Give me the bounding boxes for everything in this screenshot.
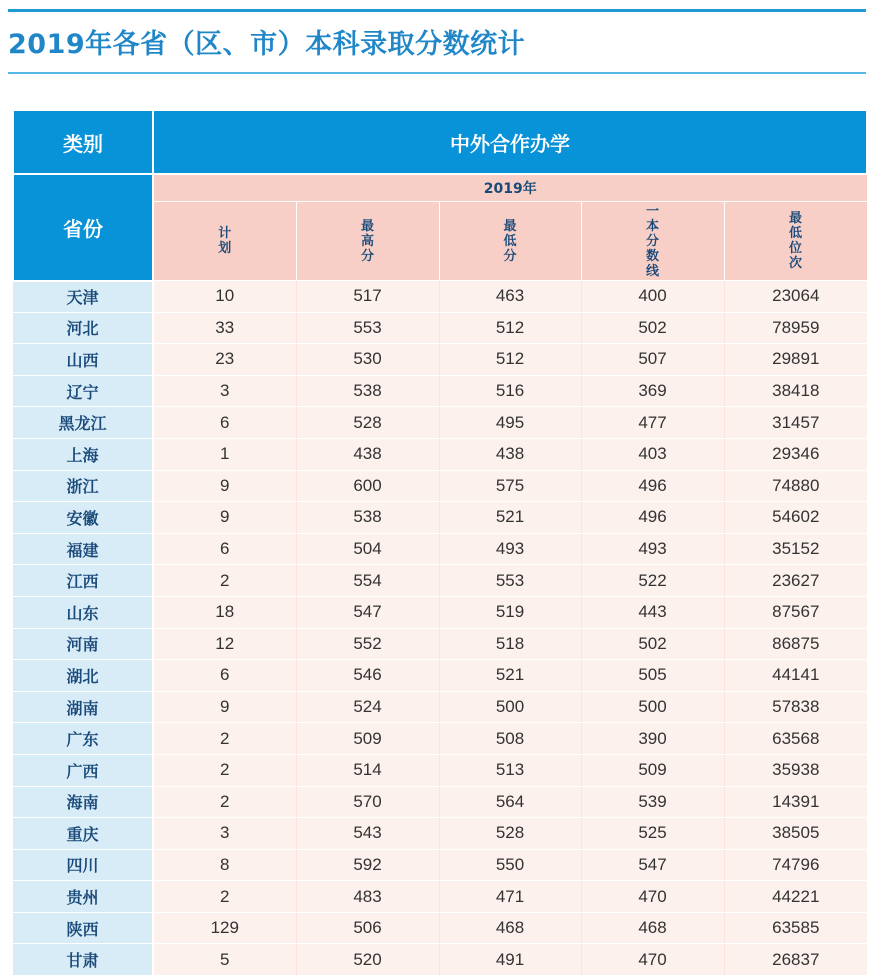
table-row xyxy=(13,881,867,913)
max-score-cell: 438 xyxy=(296,438,439,470)
min-rank-cell: 44221 xyxy=(724,881,867,913)
min-score-cell: 495 xyxy=(439,407,581,439)
first-tier-line-cell: 390 xyxy=(581,723,724,755)
min-rank-cell: 23064 xyxy=(724,281,867,313)
province-cell: 海南 xyxy=(13,786,153,818)
province-cell: 贵州 xyxy=(13,881,153,913)
min-score-cell: 521 xyxy=(439,502,581,534)
min-rank-cell: 14391 xyxy=(724,786,867,818)
min-rank-cell: 63568 xyxy=(724,723,867,755)
max-score-cell: 552 xyxy=(296,628,439,660)
province-cell: 陕西 xyxy=(13,912,153,944)
min-rank-cell: 38505 xyxy=(724,818,867,850)
table-row xyxy=(13,312,867,344)
min-score-cell: 518 xyxy=(439,628,581,660)
min-score-cell: 438 xyxy=(439,438,581,470)
min-score-cell: 468 xyxy=(439,912,581,944)
table-row xyxy=(13,596,867,628)
min-score-cell: 500 xyxy=(439,691,581,723)
first-tier-line-cell: 493 xyxy=(581,533,724,565)
first-tier-line-cell: 470 xyxy=(581,881,724,913)
min-score-cell: 512 xyxy=(439,344,581,376)
column-header-label: 最低分 xyxy=(503,218,517,264)
min-rank-cell: 54602 xyxy=(724,502,867,534)
min-rank-cell: 44141 xyxy=(724,660,867,692)
top-divider xyxy=(8,9,866,12)
province-cell: 广东 xyxy=(13,723,153,755)
max-score-cell: 553 xyxy=(296,312,439,344)
first-tier-line-cell: 507 xyxy=(581,344,724,376)
max-score-cell: 517 xyxy=(296,281,439,313)
min-rank-cell: 74796 xyxy=(724,849,867,881)
first-tier-line-cell: 400 xyxy=(581,281,724,313)
table-row xyxy=(13,533,867,565)
max-score-cell: 524 xyxy=(296,691,439,723)
column-header-label: 最高分 xyxy=(360,218,374,264)
min-rank-cell: 29346 xyxy=(724,438,867,470)
province-cell: 安徽 xyxy=(13,502,153,534)
first-tier-line-cell: 525 xyxy=(581,818,724,850)
province-cell: 广西 xyxy=(13,754,153,786)
min-rank-column-header xyxy=(724,202,867,281)
province-cell: 河北 xyxy=(13,312,153,344)
province-cell: 黑龙江 xyxy=(13,407,153,439)
table-row xyxy=(13,565,867,597)
plan-cell: 9 xyxy=(153,470,296,502)
min-score-cell: 493 xyxy=(439,533,581,565)
table-row xyxy=(13,281,867,313)
max-score-cell: 592 xyxy=(296,849,439,881)
max-score-cell: 520 xyxy=(296,944,439,976)
min-rank-cell: 26837 xyxy=(724,944,867,976)
max-score-cell: 547 xyxy=(296,596,439,628)
first-tier-line-column-header xyxy=(581,202,724,281)
province-cell: 甘肃 xyxy=(13,944,153,976)
max-score-cell: 504 xyxy=(296,533,439,565)
min-score-cell: 516 xyxy=(439,375,581,407)
plan-cell: 129 xyxy=(153,912,296,944)
province-cell: 福建 xyxy=(13,533,153,565)
title-underline xyxy=(8,72,866,74)
table-row xyxy=(13,818,867,850)
table-row xyxy=(13,628,867,660)
province-cell: 湖南 xyxy=(13,691,153,723)
min-rank-cell: 63585 xyxy=(724,912,867,944)
min-rank-cell: 35938 xyxy=(724,754,867,786)
table-row xyxy=(13,438,867,470)
first-tier-line-cell: 496 xyxy=(581,470,724,502)
min-score-cell: 528 xyxy=(439,818,581,850)
column-header-label: 最低位次 xyxy=(789,211,803,271)
max-score-cell: 538 xyxy=(296,502,439,534)
max-score-cell: 530 xyxy=(296,344,439,376)
table-row xyxy=(13,344,867,376)
min-score-cell: 564 xyxy=(439,786,581,818)
plan-cell: 2 xyxy=(153,723,296,755)
max-score-cell: 600 xyxy=(296,470,439,502)
province-cell: 湖北 xyxy=(13,660,153,692)
plan-column-header xyxy=(153,202,296,281)
table-row xyxy=(13,723,867,755)
max-score-cell: 546 xyxy=(296,660,439,692)
max-score-cell: 528 xyxy=(296,407,439,439)
plan-cell: 9 xyxy=(153,502,296,534)
min-rank-cell: 57838 xyxy=(724,691,867,723)
province-cell: 河南 xyxy=(13,628,153,660)
first-tier-line-cell: 500 xyxy=(581,691,724,723)
table-row xyxy=(13,786,867,818)
table-row xyxy=(13,470,867,502)
plan-cell: 2 xyxy=(153,881,296,913)
table-row xyxy=(13,754,867,786)
first-tier-line-cell: 547 xyxy=(581,849,724,881)
min-score-cell: 513 xyxy=(439,754,581,786)
table-row xyxy=(13,849,867,881)
province-header: 省份 xyxy=(13,174,153,281)
min-score-cell: 463 xyxy=(439,281,581,313)
province-cell: 上海 xyxy=(13,438,153,470)
plan-cell: 6 xyxy=(153,533,296,565)
first-tier-line-cell: 502 xyxy=(581,312,724,344)
first-tier-line-cell: 403 xyxy=(581,438,724,470)
province-cell: 重庆 xyxy=(13,818,153,850)
max-score-cell: 514 xyxy=(296,754,439,786)
plan-cell: 2 xyxy=(153,565,296,597)
plan-cell: 10 xyxy=(153,281,296,313)
min-rank-cell: 38418 xyxy=(724,375,867,407)
min-rank-cell: 35152 xyxy=(724,533,867,565)
max-score-cell: 570 xyxy=(296,786,439,818)
admission-score-table xyxy=(12,109,868,976)
first-tier-line-cell: 468 xyxy=(581,912,724,944)
category-header: 类别 xyxy=(13,110,153,174)
plan-cell: 3 xyxy=(153,818,296,850)
province-cell: 山西 xyxy=(13,344,153,376)
plan-cell: 5 xyxy=(153,944,296,976)
max-score-cell: 554 xyxy=(296,565,439,597)
plan-cell: 6 xyxy=(153,660,296,692)
min-score-cell: 471 xyxy=(439,881,581,913)
table-body xyxy=(13,281,867,976)
min-score-cell: 575 xyxy=(439,470,581,502)
province-cell: 浙江 xyxy=(13,470,153,502)
plan-cell: 3 xyxy=(153,375,296,407)
table-row xyxy=(13,944,867,976)
province-cell: 四川 xyxy=(13,849,153,881)
plan-cell: 2 xyxy=(153,754,296,786)
table-row xyxy=(13,407,867,439)
plan-cell: 9 xyxy=(153,691,296,723)
max-score-column-header xyxy=(296,202,439,281)
min-rank-cell: 78959 xyxy=(724,312,867,344)
table-row xyxy=(13,660,867,692)
province-cell: 山东 xyxy=(13,596,153,628)
min-rank-cell: 87567 xyxy=(724,596,867,628)
province-cell: 天津 xyxy=(13,281,153,313)
first-tier-line-cell: 369 xyxy=(581,375,724,407)
max-score-cell: 509 xyxy=(296,723,439,755)
first-tier-line-cell: 505 xyxy=(581,660,724,692)
min-score-cell: 491 xyxy=(439,944,581,976)
plan-cell: 33 xyxy=(153,312,296,344)
min-rank-cell: 86875 xyxy=(724,628,867,660)
column-header-label: 一本分数线 xyxy=(645,203,659,279)
max-score-cell: 538 xyxy=(296,375,439,407)
first-tier-line-cell: 539 xyxy=(581,786,724,818)
plan-cell: 6 xyxy=(153,407,296,439)
plan-cell: 12 xyxy=(153,628,296,660)
plan-cell: 8 xyxy=(153,849,296,881)
min-score-cell: 553 xyxy=(439,565,581,597)
min-rank-cell: 23627 xyxy=(724,565,867,597)
min-score-cell: 521 xyxy=(439,660,581,692)
plan-cell: 23 xyxy=(153,344,296,376)
year-header: 2019年 xyxy=(153,174,867,202)
max-score-cell: 543 xyxy=(296,818,439,850)
min-rank-cell: 29891 xyxy=(724,344,867,376)
first-tier-line-cell: 502 xyxy=(581,628,724,660)
program-type-header: 中外合作办学 xyxy=(153,110,867,174)
table-row xyxy=(13,502,867,534)
first-tier-line-cell: 522 xyxy=(581,565,724,597)
min-score-cell: 508 xyxy=(439,723,581,755)
min-rank-cell: 31457 xyxy=(724,407,867,439)
min-score-column-header xyxy=(439,202,581,281)
first-tier-line-cell: 443 xyxy=(581,596,724,628)
table-row xyxy=(13,691,867,723)
first-tier-line-cell: 496 xyxy=(581,502,724,534)
min-rank-cell: 74880 xyxy=(724,470,867,502)
province-cell: 辽宁 xyxy=(13,375,153,407)
min-score-cell: 550 xyxy=(439,849,581,881)
first-tier-line-cell: 509 xyxy=(581,754,724,786)
first-tier-line-cell: 477 xyxy=(581,407,724,439)
table-row xyxy=(13,912,867,944)
table-row xyxy=(13,375,867,407)
province-cell: 江西 xyxy=(13,565,153,597)
plan-cell: 18 xyxy=(153,596,296,628)
plan-cell: 1 xyxy=(153,438,296,470)
first-tier-line-cell: 470 xyxy=(581,944,724,976)
max-score-cell: 506 xyxy=(296,912,439,944)
plan-cell: 2 xyxy=(153,786,296,818)
min-score-cell: 512 xyxy=(439,312,581,344)
min-score-cell: 519 xyxy=(439,596,581,628)
max-score-cell: 483 xyxy=(296,881,439,913)
page-title: 2019年各省（区、市）本科录取分数统计 xyxy=(8,29,526,60)
column-header-label: 计划 xyxy=(218,226,232,256)
